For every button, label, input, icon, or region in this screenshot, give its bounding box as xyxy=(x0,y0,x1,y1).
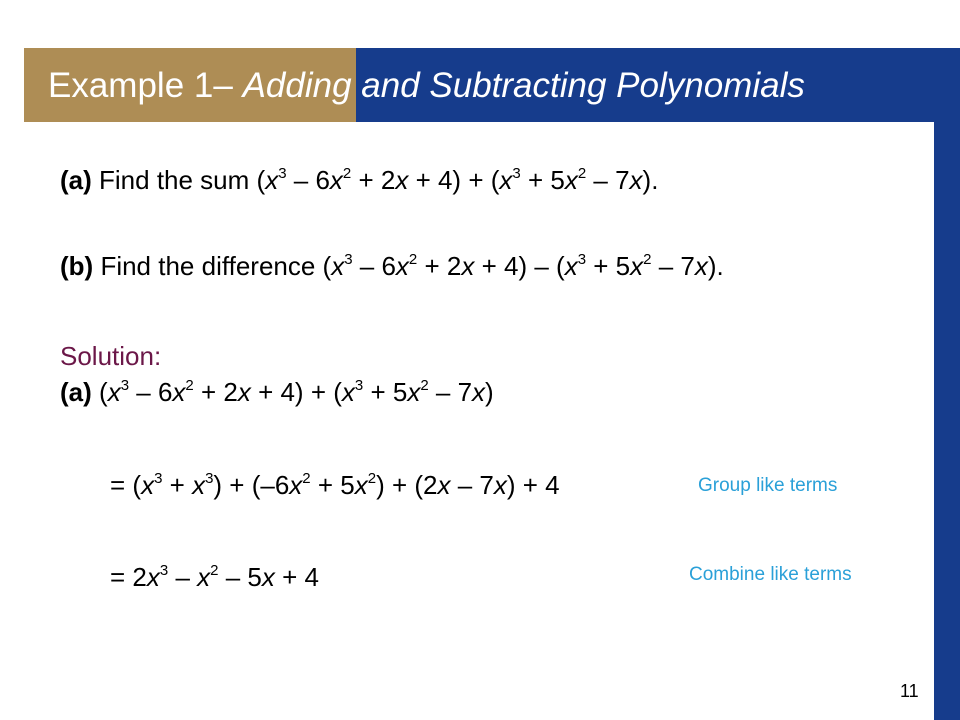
problem-a-label: (a) xyxy=(60,165,92,195)
note-group-like-terms: Group like terms xyxy=(698,475,838,496)
solution-step-2: = $2x^3 - x^2 - 5x + 4$ xyxy=(110,562,319,592)
solution-a-expression: $(x^3 - 6x^2 + 2x + 4) + (x^3 + 5x^2 - 7x)$ xyxy=(99,377,494,407)
title-topic: Adding and Subtracting Polynomials xyxy=(242,66,805,105)
slide-title xyxy=(48,63,805,109)
solution-step-1: = $(x^3 + x^3) + (-6x^2 + 5x^2) + (2x - 7x) + 4$ xyxy=(110,470,560,500)
solution-a xyxy=(60,376,494,408)
title-prefix: Example 1– xyxy=(48,66,243,105)
problem-b-text: Find the difference $(x^3 - 6x^2 + 2x + 4) - (x^3 + 5x^2 - 7x)$. xyxy=(100,251,724,281)
page-number: 11 xyxy=(900,681,919,701)
right-side-bar xyxy=(934,122,960,720)
problem-a-text: Find the sum $(x^3 - 6x^2 + 2x + 4) + (x^3 + 5x^2 - 7x)$. xyxy=(99,165,659,195)
note-combine-like-terms: Combine like terms xyxy=(689,564,852,585)
solution-label: Solution: xyxy=(60,341,162,371)
solution-a-label: (a) xyxy=(60,377,92,407)
problem-b-label: (b) xyxy=(60,251,94,281)
problem-b xyxy=(60,250,724,282)
problem-a xyxy=(60,164,658,196)
